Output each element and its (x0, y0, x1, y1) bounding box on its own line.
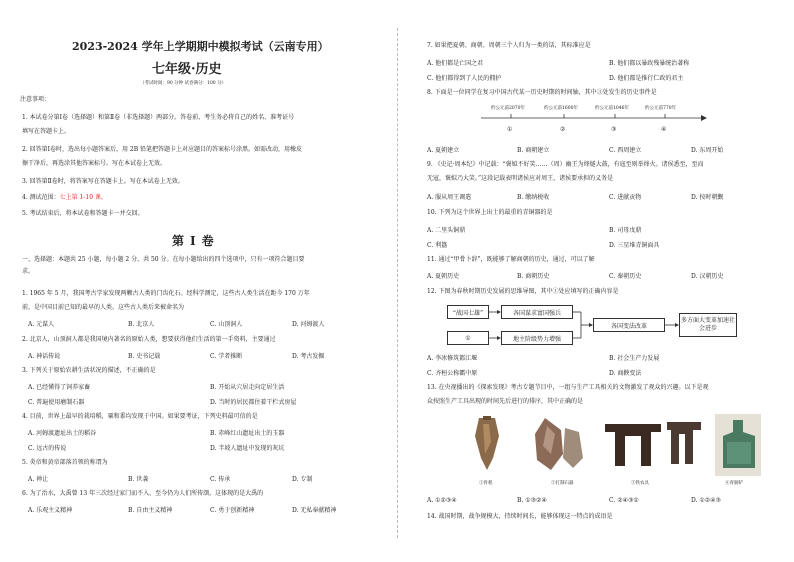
option[interactable]: C. 西周建立 (609, 147, 642, 154)
option[interactable]: C. 秦朝历史 (609, 273, 642, 280)
artifact-caption: ③铁农具 (631, 481, 649, 486)
option[interactable]: B. 缴纳税收 (517, 194, 550, 201)
question-stem: 14. 战国时期，战争规模大，持续时间长，能够体现这一特点的成语是 (427, 513, 613, 520)
question-stem: 众按照生产工具出现的时间先后进行的排序，其中正确的是 (427, 398, 584, 405)
section-instructions: 一、选择题：本题共 25 小题，每小题 2 分，共 50 分。在每小题给出的四个选项中，只有一项符合题目要 (22, 256, 305, 263)
mindmap-box: 各国谋求富国强兵 (501, 305, 573, 319)
option[interactable]: C. 远古的传说 (28, 445, 67, 452)
question-stem: 11. 通过“甲骨卜辞”，既能够了解商朝的历史，通过，可以了解 (427, 256, 595, 263)
option[interactable]: A. 禅让 (28, 476, 49, 483)
option[interactable]: C. 利簋 (427, 242, 448, 249)
right-column (399, 0, 794, 562)
notes-heading: 注意事项： (20, 96, 51, 103)
option[interactable]: C. 他们都得到了人民的拥护 (427, 75, 502, 82)
option[interactable]: A. 元谋人 (28, 321, 55, 328)
question-stem: 10. 下列为这个世界上出土的最重的青铜器的是 (427, 209, 553, 216)
question-stem: 5. 炎帝和黄帝部落首领的称谓为 (22, 459, 108, 466)
note-line: 3. 回答第Ⅱ卷时，将答案写在答题卡上。写在本试卷上无效。 (22, 178, 184, 185)
option[interactable]: C. 进献贡物 (609, 194, 642, 201)
mindmap-box: 各国变法改革 (593, 318, 665, 332)
mindmap-box: 地主阶级势力增强 (501, 331, 573, 345)
note-line: 5. 考试结束后，将本试卷和答题卡一并交回。 (22, 210, 144, 217)
option[interactable]: B. ①③②④ (517, 497, 547, 504)
option[interactable]: C. 勇于创新精神 (210, 507, 255, 514)
mindmap-box: “战国七雄” (447, 305, 489, 319)
timeline-axis (479, 112, 709, 124)
option[interactable]: B. 赤峰红山遗址出土的玉器 (210, 430, 285, 437)
option[interactable]: D. 考古发掘 (292, 353, 325, 360)
note-line: 擦干净后，再选涂其他答案标号。写在本试卷上无效。 (22, 160, 167, 167)
question-stem: 4. 目前，世界上最早的栽培稻，粟和黍均发现于中国。如果要考证，下列史料最可信的是 (22, 413, 258, 420)
option[interactable]: B. 商朝建立 (517, 147, 550, 154)
timeline-label: 约公元前770年 (645, 106, 677, 111)
artifact-caption: ④青铜铲 (725, 481, 743, 486)
option[interactable]: D. 按时朝觐 (691, 194, 724, 201)
option[interactable]: D. 当时的居民都住着干栏式房屋 (210, 399, 297, 406)
option[interactable]: A. 夏朝建立 (427, 147, 460, 154)
option[interactable]: A. 夏朝历史 (427, 273, 460, 280)
option[interactable]: A. 李冰修筑都江堰 (427, 355, 478, 362)
option[interactable]: C. 传承 (210, 476, 231, 483)
timeline-marker: ③ (611, 126, 617, 133)
option[interactable]: A. 乐观主义精神 (28, 507, 73, 514)
option[interactable]: B. 世袭 (128, 476, 149, 483)
question-stem: 无寇，褒姒乃大笑。”这段记载表明诸侯应对周王，诸侯要承担的义务是 (427, 175, 614, 182)
option[interactable]: B. 开始从穴居走向定居生活 (210, 384, 285, 391)
option[interactable]: B. 北京人 (128, 321, 155, 328)
question-stem: 13. 在央视播出的《探索发现》考古专题节目中，一组与生产工具相关的文物激发了观众的兴趣。以下是观 (427, 384, 709, 391)
note-line: 1. 本试卷分第Ⅰ卷（选择题）和第Ⅱ卷（非选择题）两部分。答卷前，考生务必将自己的姓名、准考证号 (22, 114, 295, 121)
option[interactable]: A. 神话传说 (28, 353, 61, 360)
option[interactable]: D. 三星堆青铜面具 (609, 242, 660, 249)
note-line (22, 194, 107, 201)
option[interactable]: A. 服从周王调遣 (427, 194, 472, 201)
option[interactable]: D. ①②④③ (691, 497, 721, 504)
note-scope-value: 七上第 1-10 课。 (59, 194, 107, 201)
timeline-label: 约公元前1600年 (544, 106, 578, 111)
question-stem: 2. 北京人，山顶洞人都是我国境内著名的原始人类，想要获得他们生活的第一手资料，主要通过 (22, 336, 276, 343)
option[interactable]: D. 无私奉献精神 (292, 507, 337, 514)
option[interactable]: A. ①②③④ (427, 497, 457, 504)
option[interactable]: A. 二里头铜鼎 (427, 227, 466, 234)
option[interactable]: B. 司母戊鼎 (609, 227, 642, 234)
timeline-marker: ② (560, 126, 566, 133)
timeline-label: 约公元前1046年 (595, 106, 629, 111)
section-title: 第Ⅰ卷 (172, 234, 220, 248)
note-scope-label: 4. 测试范围： (22, 194, 60, 201)
timeline-marker: ① (507, 126, 513, 133)
option[interactable]: B. 自由主义精神 (128, 507, 173, 514)
note-line: 2. 回答第Ⅰ卷时，选出每小题答案后，用 2B 铅笔把答题卡上对应题目的答案标号涂黑。如需改动，用橡皮 (22, 146, 303, 153)
exam-meta: （考试时间：90 分钟 试卷满分：100 分） (140, 81, 227, 86)
option[interactable]: D. 河姆渡人 (292, 321, 325, 328)
question-stem: 12. 下图为春秋时期历史发展的思维导图，其中①处应填写的正确内容是 (427, 288, 619, 295)
option[interactable]: C. 普遍使用磨制石器 (28, 399, 85, 406)
question-stem: 7. 如果把夏朝、商朝、周朝三个人归为一类的话，其标准应是 (427, 42, 591, 49)
option[interactable]: C. 山顶洞人 (210, 321, 243, 328)
question-stem: 1. 1965 年 5 月，我国考古学家发现两颗古人类的门齿化石。经科学测定，这些古人类生活在距今 170 万年 (22, 290, 310, 297)
stone-tool-image (535, 418, 583, 470)
bone-si-image (475, 416, 499, 470)
section-instructions: 求。 (22, 268, 35, 275)
question-stem: 9. 《史记·周本纪》中记载：“褒姒不好笑……（周）幽王为烽燧大鼓，有寇至则举烽火。诸侯悉至，至而 (427, 161, 704, 168)
option[interactable]: D. 半坡人遗址中发现的灰坑 (210, 445, 285, 452)
question-stem: 3. 下列关于原始农耕生活状况的描述，不正确的是 (22, 367, 156, 374)
artifact-caption: ①骨耜 (479, 481, 493, 486)
option[interactable]: B. 他们都以暴政残暴统治著称 (609, 60, 690, 67)
option[interactable]: D. 他们都是推行仁政的君主 (609, 75, 684, 82)
artifact-caption: ②打制石器 (551, 481, 574, 486)
timeline-marker: ④ (661, 126, 667, 133)
bronze-spade-image (715, 414, 761, 476)
option[interactable]: B. 商朝历史 (517, 273, 550, 280)
option[interactable]: B. 社会生产力发展 (609, 355, 660, 362)
option[interactable]: D. 汉朝历史 (691, 273, 724, 280)
option[interactable]: D. 东周开始 (691, 147, 724, 154)
option[interactable]: A. 河姆渡遗址出土的稻谷 (28, 430, 97, 437)
option[interactable]: C. 齐桓公称霸中原 (427, 370, 478, 377)
exam-title: 2023-2024 学年上学期期中模拟考试（云南专用） (72, 40, 329, 53)
option[interactable]: D. 商鞅变法 (609, 370, 642, 377)
question-stem: 8. 下面是一位同学在复习中国古代某一历史时期的时间轴，其中③处发生的历史事件是 (427, 89, 657, 96)
question-stem: 6. 为了治水，大禹曾 13 年三次经过家门而不入，至今仍为人们所传颂。这体现的是大禹的 (22, 490, 264, 497)
option[interactable]: D. 专制 (292, 476, 313, 483)
note-line: 填写在答题卡上。 (22, 128, 71, 135)
subject-title: 七年级·历史 (152, 62, 222, 77)
artifact-images (465, 414, 765, 476)
option[interactable]: B. 史书记载 (128, 353, 161, 360)
iron-tool-image (605, 422, 701, 466)
option[interactable]: A. 他们都是亡国之君 (427, 60, 484, 67)
option[interactable]: C. 学者推断 (210, 353, 243, 360)
option[interactable]: C. ②④③① (609, 497, 639, 504)
timeline-label: 约公元前2070年 (491, 106, 525, 111)
mindmap-box: 多方面大变革加速社会进步 (679, 313, 737, 337)
mindmap-box: ① (447, 331, 489, 345)
option[interactable]: A. 已经懂得了饲养家畜 (28, 384, 91, 391)
question-stem: 前，是中国目前已知的最早的人类。这些古人类后来被命名为 (22, 304, 185, 311)
